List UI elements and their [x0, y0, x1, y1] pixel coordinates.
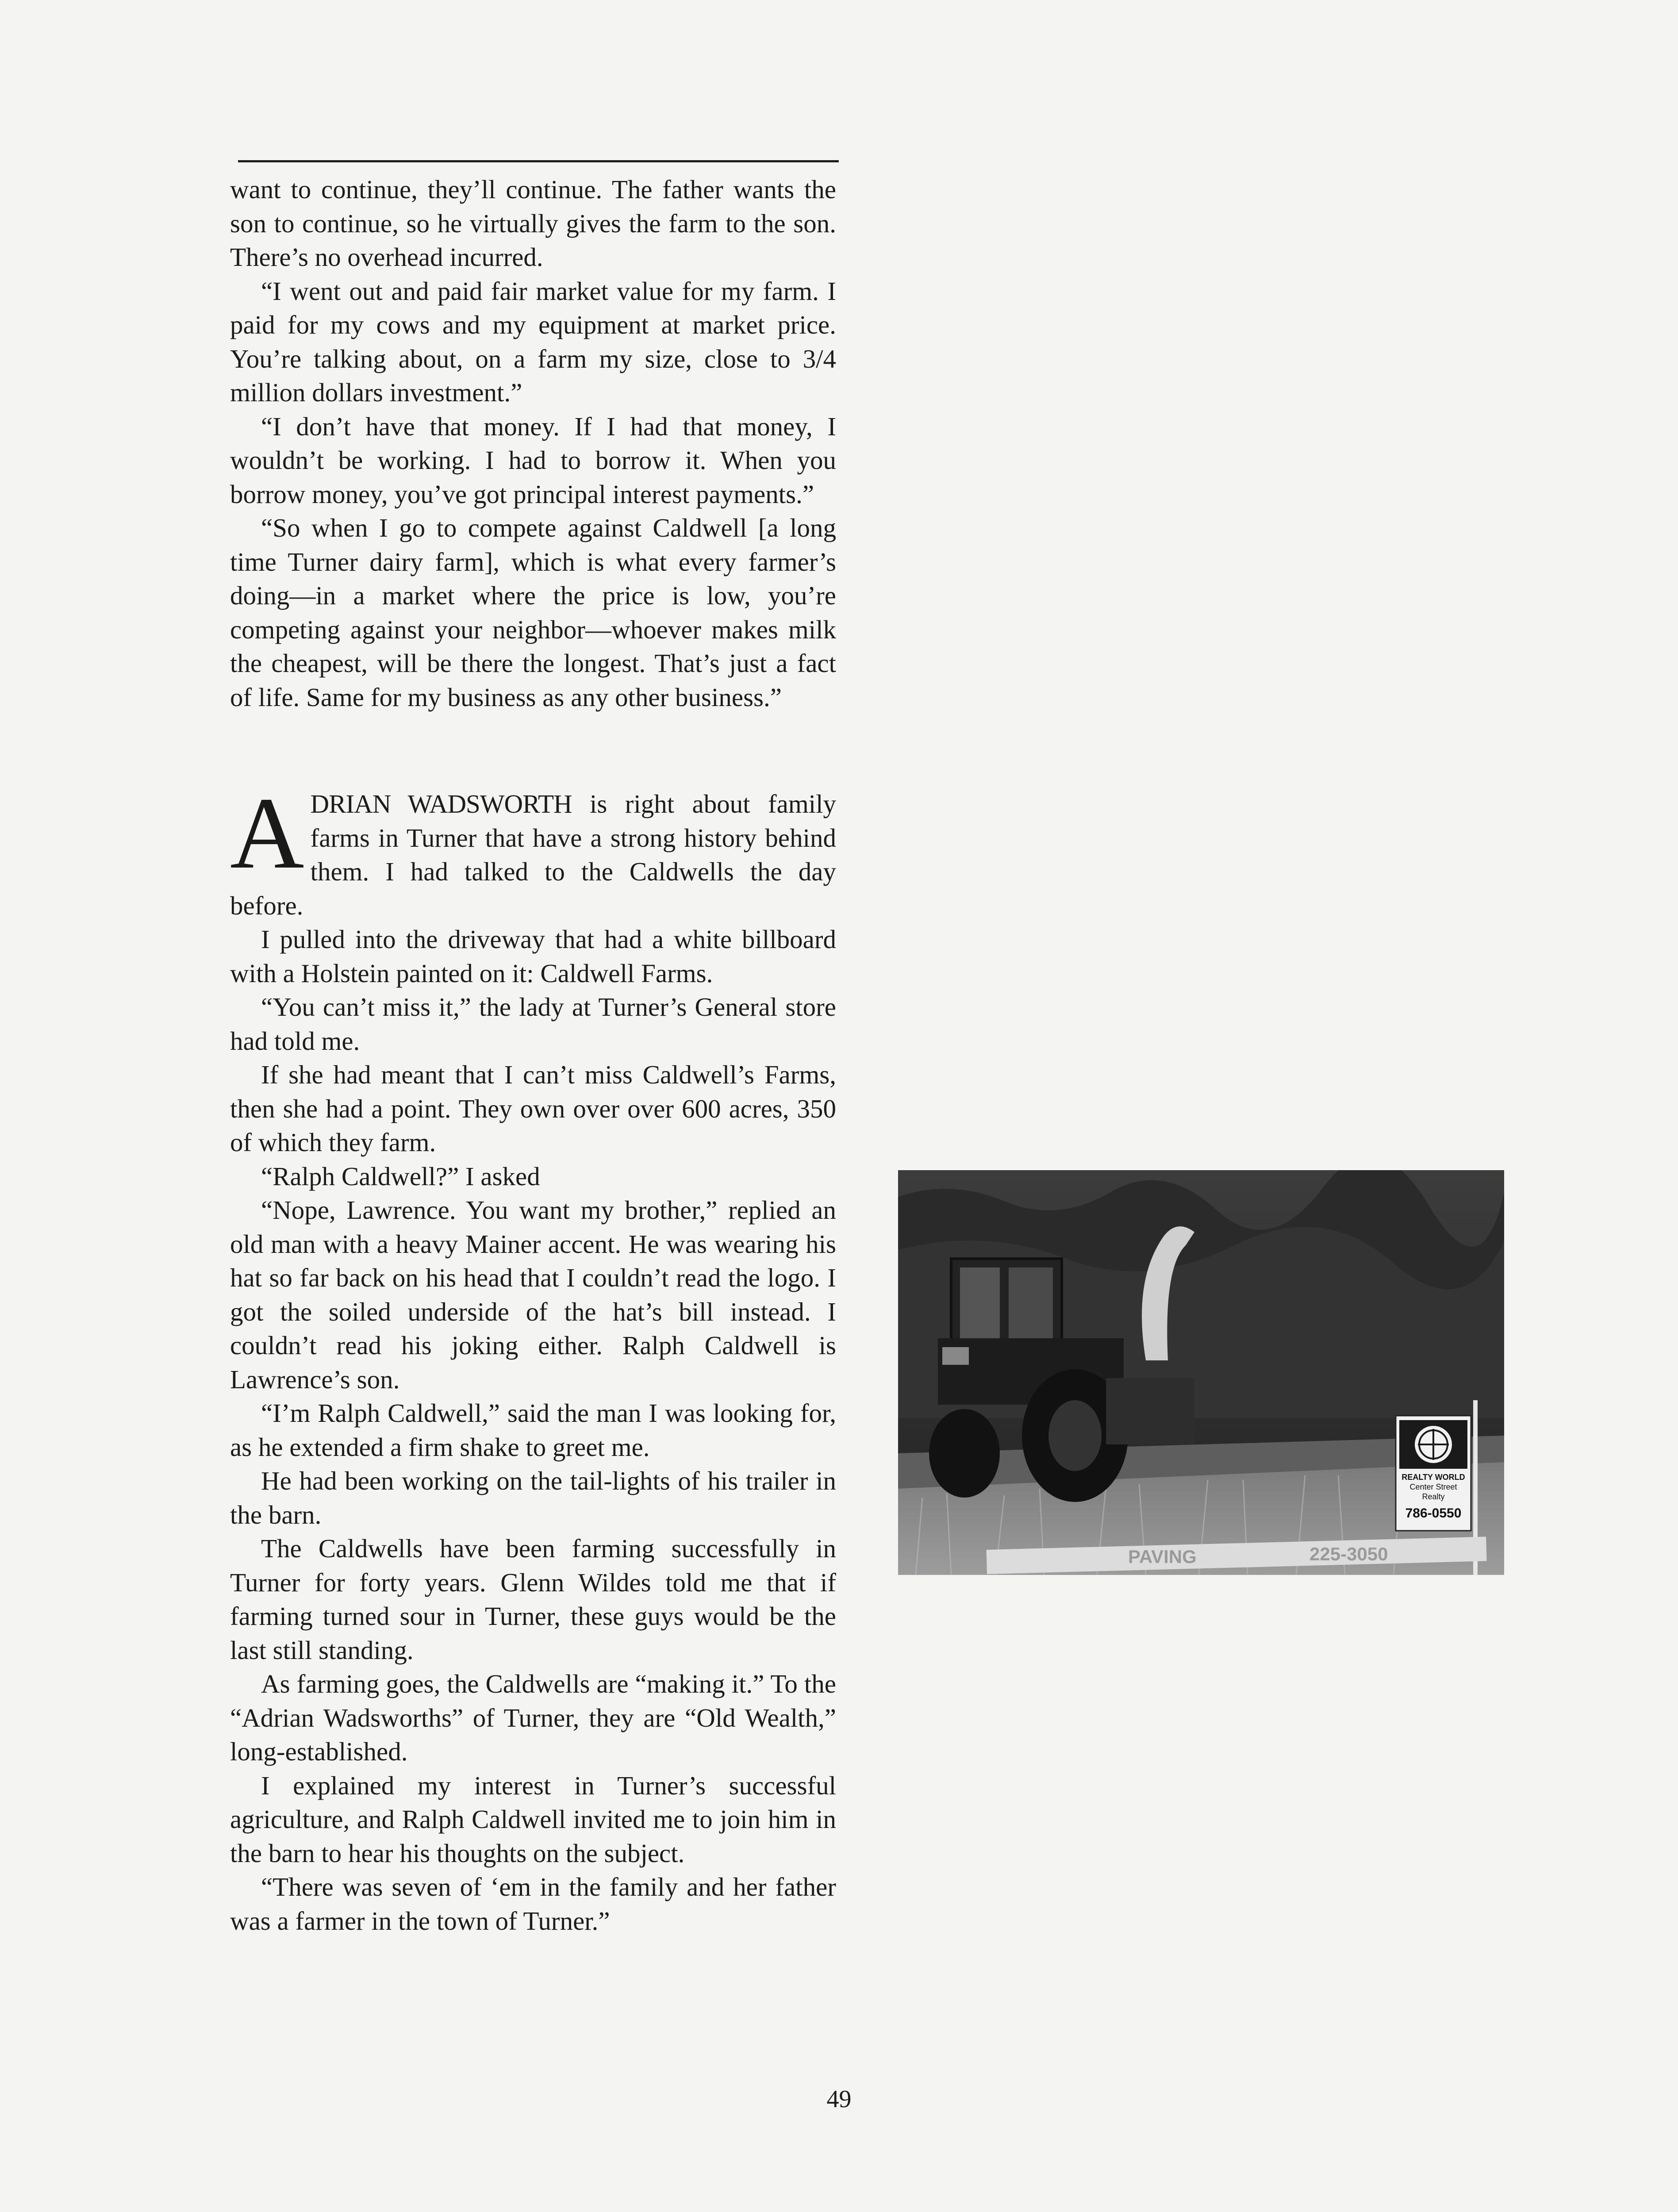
text-column: [230, 173, 836, 1938]
sign-line1: Center Street: [1409, 1482, 1457, 1491]
paragraph: If she had meant that I can’t miss Caldwell’s Farms, then she had a point. They own over over 600 acres, 350 of which they farm.: [230, 1060, 836, 1157]
sign-line2: Realty: [1422, 1492, 1445, 1501]
lead-in-text: is right about family farms in Turner that have a strong history behind them. I had talked to the Caldwells the day before.: [230, 789, 837, 920]
section-opening: [230, 776, 837, 922]
paragraph: want to continue, they’ll continue. The father wants the son to continue, so he virtually gives the farm to the son. There’s no overhead incurred.: [230, 175, 836, 272]
tractor-photo: [898, 1170, 1504, 1575]
tractor-photo-illustration: [898, 1170, 1504, 1575]
paragraph: “I’m Ralph Caldwell,” said the man I was looking for, as he extended a firm shake to greet me.: [230, 1398, 836, 1462]
paragraph: He had been working on the tail-lights of his trailer in the barn.: [230, 1466, 836, 1529]
sign-brand: REALTY WORLD: [1402, 1473, 1465, 1482]
paragraph: “I don’t have that money. If I had that money, I wouldn’t be working. I had to borrow it. When you borrow money, you’ve got principal interest payments.”: [230, 411, 836, 509]
board-number: 225-3050: [1309, 1544, 1388, 1564]
paragraph: I pulled into the driveway that had a white billboard with a Holstein painted on it: Caldwell Farms.: [230, 925, 836, 988]
paragraph: “I went out and paid fair market value for my farm. I paid for my cows and my equipment at market price. You’re talking about, on a farm my size, close to 3/4 million dollars investment.”: [230, 276, 836, 407]
paragraph: I explained my interest in Turner’s successful agriculture, and Ralph Caldwell invited me to join him in the barn to hear his thoughts on the subject.: [230, 1770, 836, 1868]
page-number: 49: [826, 2085, 852, 2113]
drop-cap: A: [230, 776, 304, 890]
top-rule: [238, 160, 839, 162]
paragraph: “So when I go to compete against Caldwell [a long time Turner dairy farm], which is what every farmer’s doing—in a market where the price is low, you’re competing against your neighbor—whoever makes milk the cheapest, will be there the longest. That’s just a fact of life. Same for my business as any other business.”: [230, 513, 836, 712]
board-text: PAVING: [1128, 1546, 1197, 1567]
paragraph: The Caldwells have been farming successfully in Turner for forty years. Glenn Wildes told me that if farming turned sour in Turner, these guys would be the last still standing.: [230, 1534, 836, 1665]
paragraph: “Ralph Caldwell?” I asked: [261, 1161, 540, 1191]
sign-phone: 786-0550: [1405, 1506, 1462, 1521]
paragraph: “Nope, Lawrence. You want my brother,” replied an old man with a heavy Mainer accent. He was wearing his hat so far back on his head that I couldn’t read the logo. I got the soiled underside of the hat’s bill instead. I couldn’t read his joking either. Ralph Caldwell is Lawrence’s son.: [230, 1195, 836, 1394]
paragraph: “You can’t miss it,” the lady at Turner’s General store had told me.: [230, 992, 836, 1056]
paragraph: “There was seven of ‘em in the family and her father was a farmer in the town of Turner.”: [230, 1872, 836, 1936]
lead-in-caps: DRIAN WADSWORTH: [310, 789, 572, 818]
paragraph: As farming goes, the Caldwells are “making it.” To the “Adrian Wadsworths” of Turner, they are “Old Wealth,” long-established.: [230, 1669, 836, 1766]
